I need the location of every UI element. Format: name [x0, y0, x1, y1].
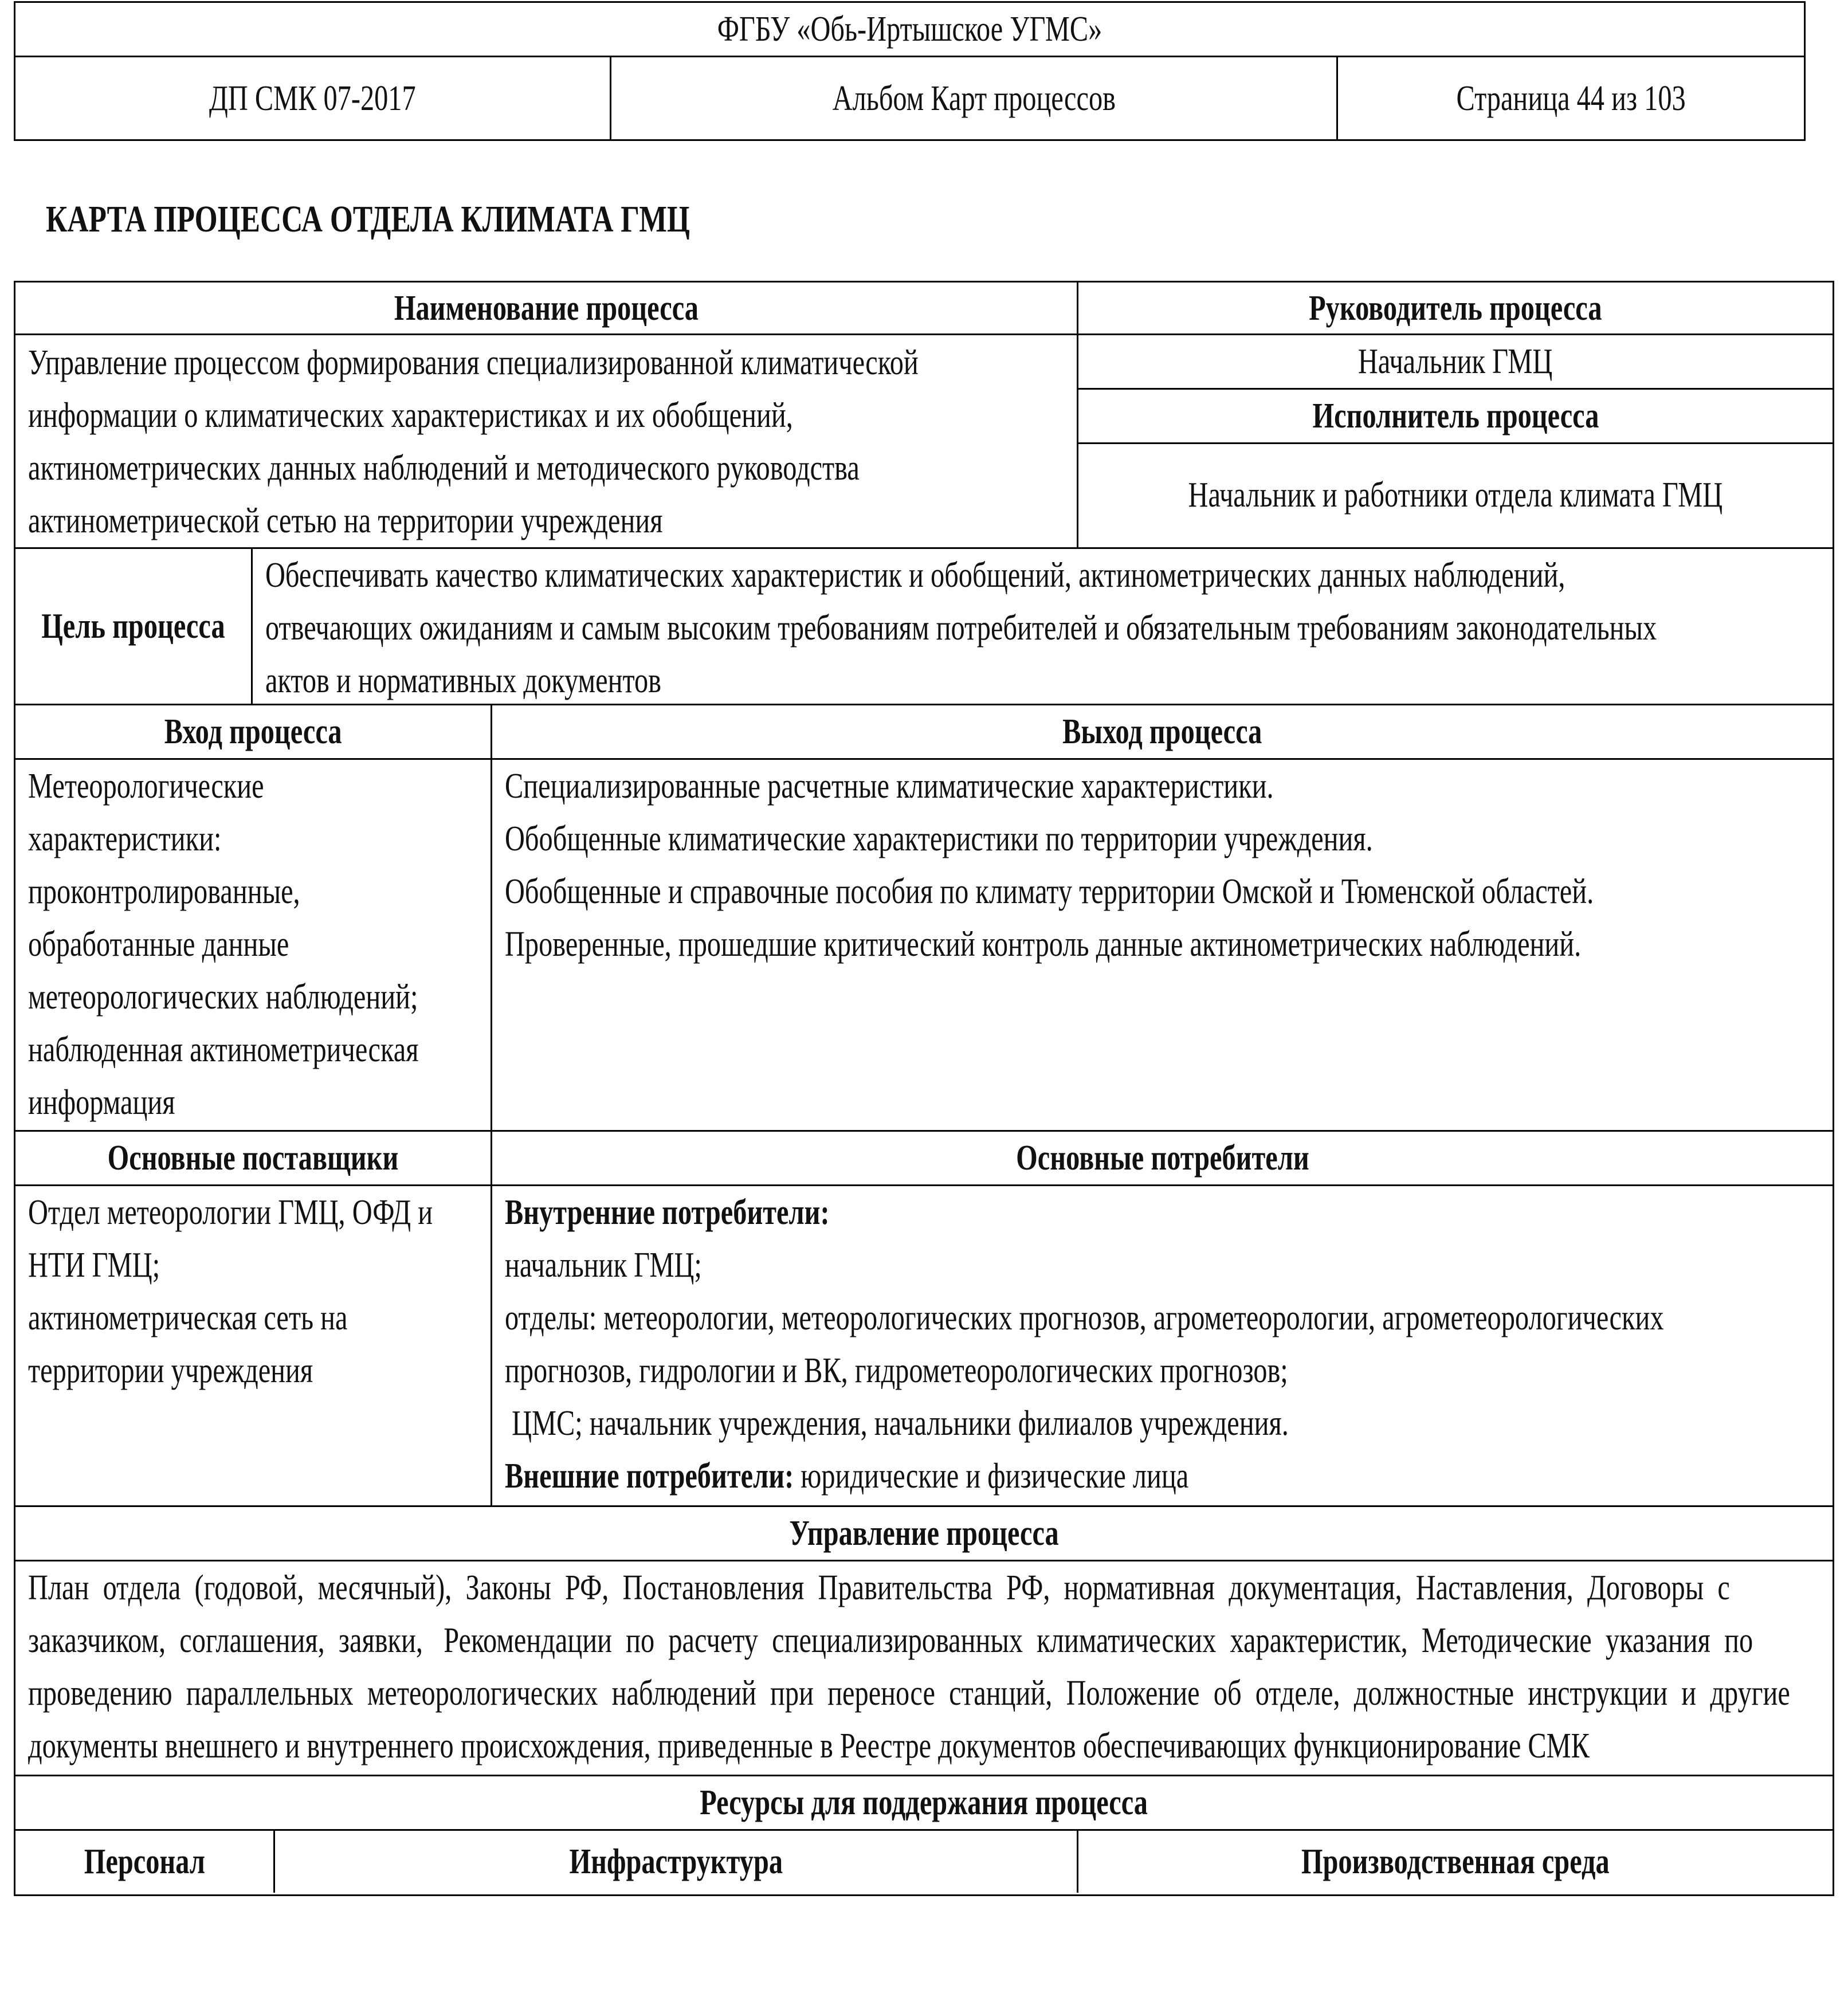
process-name-section: [15, 282, 1833, 549]
input-header: Вход процесса: [15, 705, 492, 758]
internal-consumers-label: Внутренние потребители:: [505, 1193, 830, 1232]
goal-text: [253, 549, 1848, 704]
doc-code-cell: [15, 57, 611, 139]
supplier-line: территории учреждения: [28, 1351, 313, 1390]
executor-header: Исполнитель процесса: [1078, 390, 1833, 444]
document-header: [14, 1, 1806, 141]
process-name-line: актинометрических данных наблюдений и методического руководства: [28, 449, 860, 488]
doc-name-cell: [611, 57, 1338, 139]
output-line: Специализированные расчетные климатические характеристики.: [505, 767, 1274, 806]
consumer-line: ЦМС; начальник учреждения, начальники филиалов учреждения.: [505, 1404, 1289, 1443]
control-section: [15, 1507, 1833, 1776]
suppliers-consumers-section: [15, 1132, 1833, 1507]
resources-header: Ресурсы для поддержания процесса: [15, 1776, 1833, 1831]
suppliers-consumers-body-row: [15, 1186, 1833, 1505]
header-row: [15, 57, 1804, 139]
suppliers-text: [15, 1186, 492, 1505]
resource-personnel: Персонал: [15, 1831, 275, 1893]
input-line: характеристики:: [28, 819, 222, 858]
input-line: метеорологических наблюдений;: [28, 978, 418, 1017]
goal-line: актов и нормативных документов: [265, 661, 661, 700]
external-consumers-line: [505, 1458, 1188, 1494]
output-header: Выход процесса: [1062, 712, 1262, 751]
process-name-line: актинометрической сетью на территории учреждения: [28, 501, 663, 540]
process-goal-section: [15, 549, 1833, 705]
input-line: информация: [28, 1083, 175, 1122]
control-header: Управление процесса: [15, 1507, 1833, 1561]
input-output-body-row: [15, 760, 1833, 1130]
page-title: КАРТА ПРОЦЕССА ОТДЕЛА КЛИМАТА ГМЦ: [46, 198, 690, 240]
input-text: [15, 760, 492, 1130]
page-info: Страница 44 из 103: [1456, 79, 1686, 118]
resource-infrastructure: Инфраструктура: [275, 1831, 1078, 1893]
doc-name: Альбом Карт процессов: [832, 79, 1116, 118]
supplier-line: актинометрическая сеть на: [28, 1298, 348, 1337]
organization-cell: [15, 3, 1804, 57]
consumers-text: [492, 1186, 1848, 1505]
input-line: Метеорологические: [28, 767, 264, 806]
organization-name: ФГБУ «Обь-Иртышское УГМС»: [717, 10, 1102, 49]
owner-value: Начальник ГМЦ: [1078, 335, 1833, 390]
output-line: Обобщенные и справочные пособия по климату территории Омской и Тюменской областей.: [505, 872, 1594, 911]
input-line: обработанные данные: [28, 925, 289, 964]
external-consumers-label: Внешние потребители:: [505, 1457, 794, 1496]
process-name-line: информации о климатических характеристиках и их обобщений,: [28, 396, 793, 435]
process-name-text: [15, 335, 1077, 547]
output-line: Проверенные, прошедшие критический контроль данные актинометрических наблюдений.: [505, 925, 1582, 964]
control-line: документы внешнего и внутреннего происхождения, приведенные в Реестре документов обеспечивающих функционирование СМК: [28, 1727, 1590, 1765]
process-card-table: [14, 281, 1834, 1896]
output-text: [492, 760, 1848, 1130]
goal-line: Обеспечивать качество климатических характеристик и обобщений, актинометрических данных наблюдений,: [265, 556, 1565, 595]
resources-section: [15, 1776, 1833, 1894]
output-line: Обобщенные климатические характеристики по территории учреждения.: [505, 819, 1373, 858]
resource-environment: Производственная среда: [1301, 1842, 1610, 1881]
control-line: План отдела (годовой, месячный), Законы РФ, Постановления Правительства РФ, нормативная документация, Наставления, Договоры с: [28, 1568, 1730, 1607]
suppliers-consumers-header-row: [15, 1132, 1833, 1186]
goal-label-cell: Цель процесса: [15, 549, 253, 704]
process-owner-column: [1078, 282, 1833, 547]
consumers-header: Основные потребители: [1015, 1139, 1309, 1178]
page-info-cell: [1338, 57, 1804, 139]
process-name-column: [15, 282, 1078, 547]
doc-code: ДП СМК 07-2017: [209, 79, 416, 118]
consumer-line: начальник ГМЦ;: [505, 1246, 702, 1285]
supplier-line: Отдел метеорологии ГМЦ, ОФД и: [28, 1193, 433, 1232]
supplier-line: НТИ ГМЦ;: [28, 1246, 160, 1285]
owner-header: Руководитель процесса: [1078, 282, 1833, 335]
consumer-line: прогнозов, гидрологии и ВК, гидрометеорологических прогнозов;: [505, 1351, 1288, 1390]
input-output-header-row: [15, 705, 1833, 760]
input-line: проконтролированные,: [28, 872, 300, 911]
process-name-header: Наименование процесса: [15, 282, 1077, 335]
external-consumers-text: юридические и физические лица: [794, 1457, 1189, 1496]
resources-row: [15, 1831, 1833, 1893]
consumer-line: отделы: метеорологии, метеорологических прогнозов, агрометеорологии, агрометеорологических: [505, 1298, 1664, 1337]
control-line: заказчиком, соглашения, заявки, Рекомендации по расчету специализированных климатических характеристик, Методические указания по: [28, 1621, 1753, 1660]
input-line: наблюденная актинометрическая: [28, 1030, 419, 1069]
input-output-section: [15, 705, 1833, 1132]
process-name-line: Управление процессом формирования специализированной климатической: [28, 343, 919, 382]
control-line: проведению параллельных метеорологических наблюдений при переносе станций, Положение об отделе, должностные инструкции и другие: [28, 1674, 1790, 1713]
suppliers-header: Основные поставщики: [15, 1132, 492, 1184]
control-text: [15, 1561, 1833, 1772]
executor-value: Начальник и работники отдела климата ГМЦ: [1188, 475, 1723, 515]
goal-line: отвечающих ожиданиям и самым высоким требованиям потребителей и обязательным требованиям законодательных: [265, 609, 1657, 648]
